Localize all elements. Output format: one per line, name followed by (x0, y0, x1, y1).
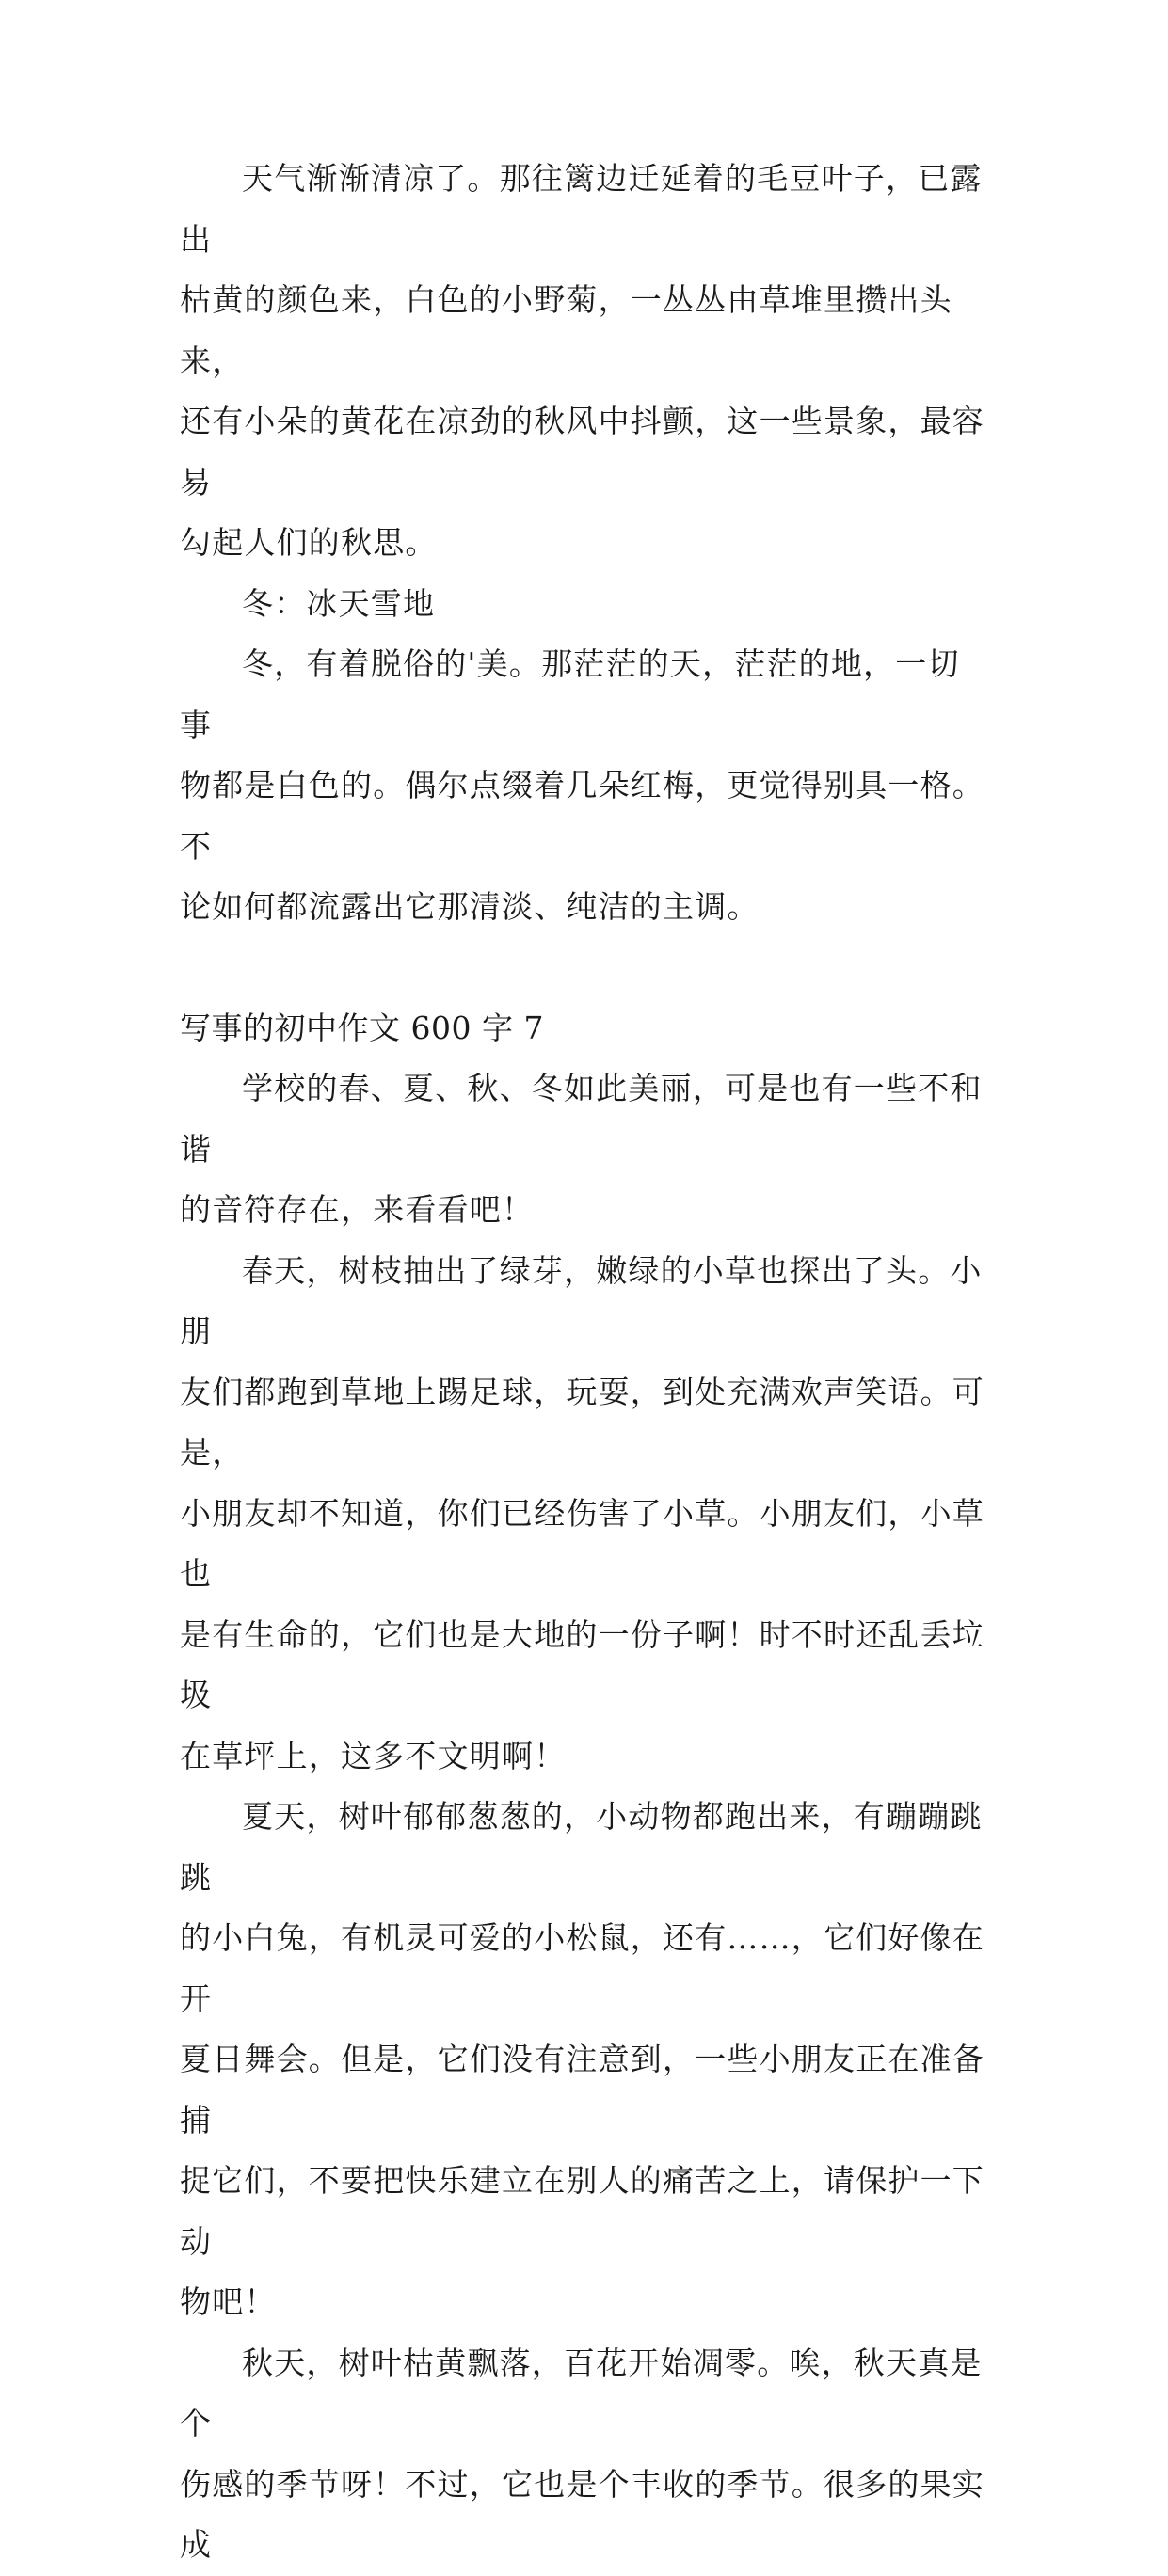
text-line: 枯黄的颜色来，白色的小野菊，一丛丛由草堆里攒出头来， (180, 281, 952, 379)
text-line: 在草坪上，这多不文明啊！ (180, 1737, 567, 1774)
text-line: 学校的春、夏、秋、冬如此美丽，可是也有一些不和谐 (180, 1070, 983, 1168)
text-line: 秋天，树叶枯黄飘落，百花开始凋零。唉，秋天真是个 (180, 2344, 983, 2441)
text-line: 物吧！ (180, 2283, 277, 2320)
text-line: 论如何都流露出它那清淡、纯洁的主调。 (180, 888, 760, 925)
text-line: 春天，树枝抽出了绿芽，嫩绿的小草也探出了头。小朋 (180, 1251, 983, 1349)
text-line: 夏天，树叶郁郁葱葱的，小动物都跑出来，有蹦蹦跳跳 (180, 1798, 983, 1896)
text-line: 勾起人们的秋思。 (180, 524, 438, 561)
text-line: 物都是白色的。偶尔点缀着几朵红梅，更觉得别具一格。不 (180, 767, 984, 865)
text-line: 伤感的季节呀！不过，它也是个丰收的季节。很多的果实成 (180, 2465, 984, 2563)
text-line: 冬：冰天雪地 (242, 584, 436, 622)
paragraph-summer (180, 1787, 989, 2333)
section-heading: 写事的初中作文 600 字 7 (180, 1009, 544, 1046)
text-line: 冬，有着脱俗的'美。那茫茫的天，茫茫的地，一切事 (180, 645, 960, 743)
text-line: 天气渐渐清凉了。那往篱边迁延着的毛豆叶子，已露出 (180, 160, 983, 258)
paragraph-autumn (180, 2333, 989, 2576)
paragraph-intro (180, 1058, 989, 1241)
text-line: 捉它们，不要把快乐建立在别人的痛苦之上，请保护一下动 (180, 2162, 984, 2260)
paragraph-winter-subtitle (180, 574, 989, 635)
text-line: 的小白兔，有机灵可爱的小松鼠，还有……，它们好像在开 (180, 1919, 984, 2017)
text-line: 还有小朵的黄花在凉劲的秋风中抖颤，这一些景象，最容易 (180, 403, 984, 501)
text-line: 小朋友却不知道，你们已经伤害了小草。小朋友们，小草也 (180, 1494, 984, 1592)
paragraph-spring (180, 1241, 989, 1788)
document-body (180, 149, 989, 2576)
paragraph-winter (180, 634, 989, 938)
paragraph-autumn-scene (180, 149, 989, 574)
text-line: 友们都跑到草地上踢足球，玩耍，到处充满欢声笑语。可是， (180, 1373, 984, 1471)
text-line: 的音符存在，来看看吧！ (180, 1191, 535, 1228)
text-line: 夏日舞会。但是，它们没有注意到，一些小朋友正在准备捕 (180, 2041, 984, 2139)
text-line: 是有生命的，它们也是大地的一份子啊！时不时还乱丢垃圾 (180, 1615, 984, 1713)
